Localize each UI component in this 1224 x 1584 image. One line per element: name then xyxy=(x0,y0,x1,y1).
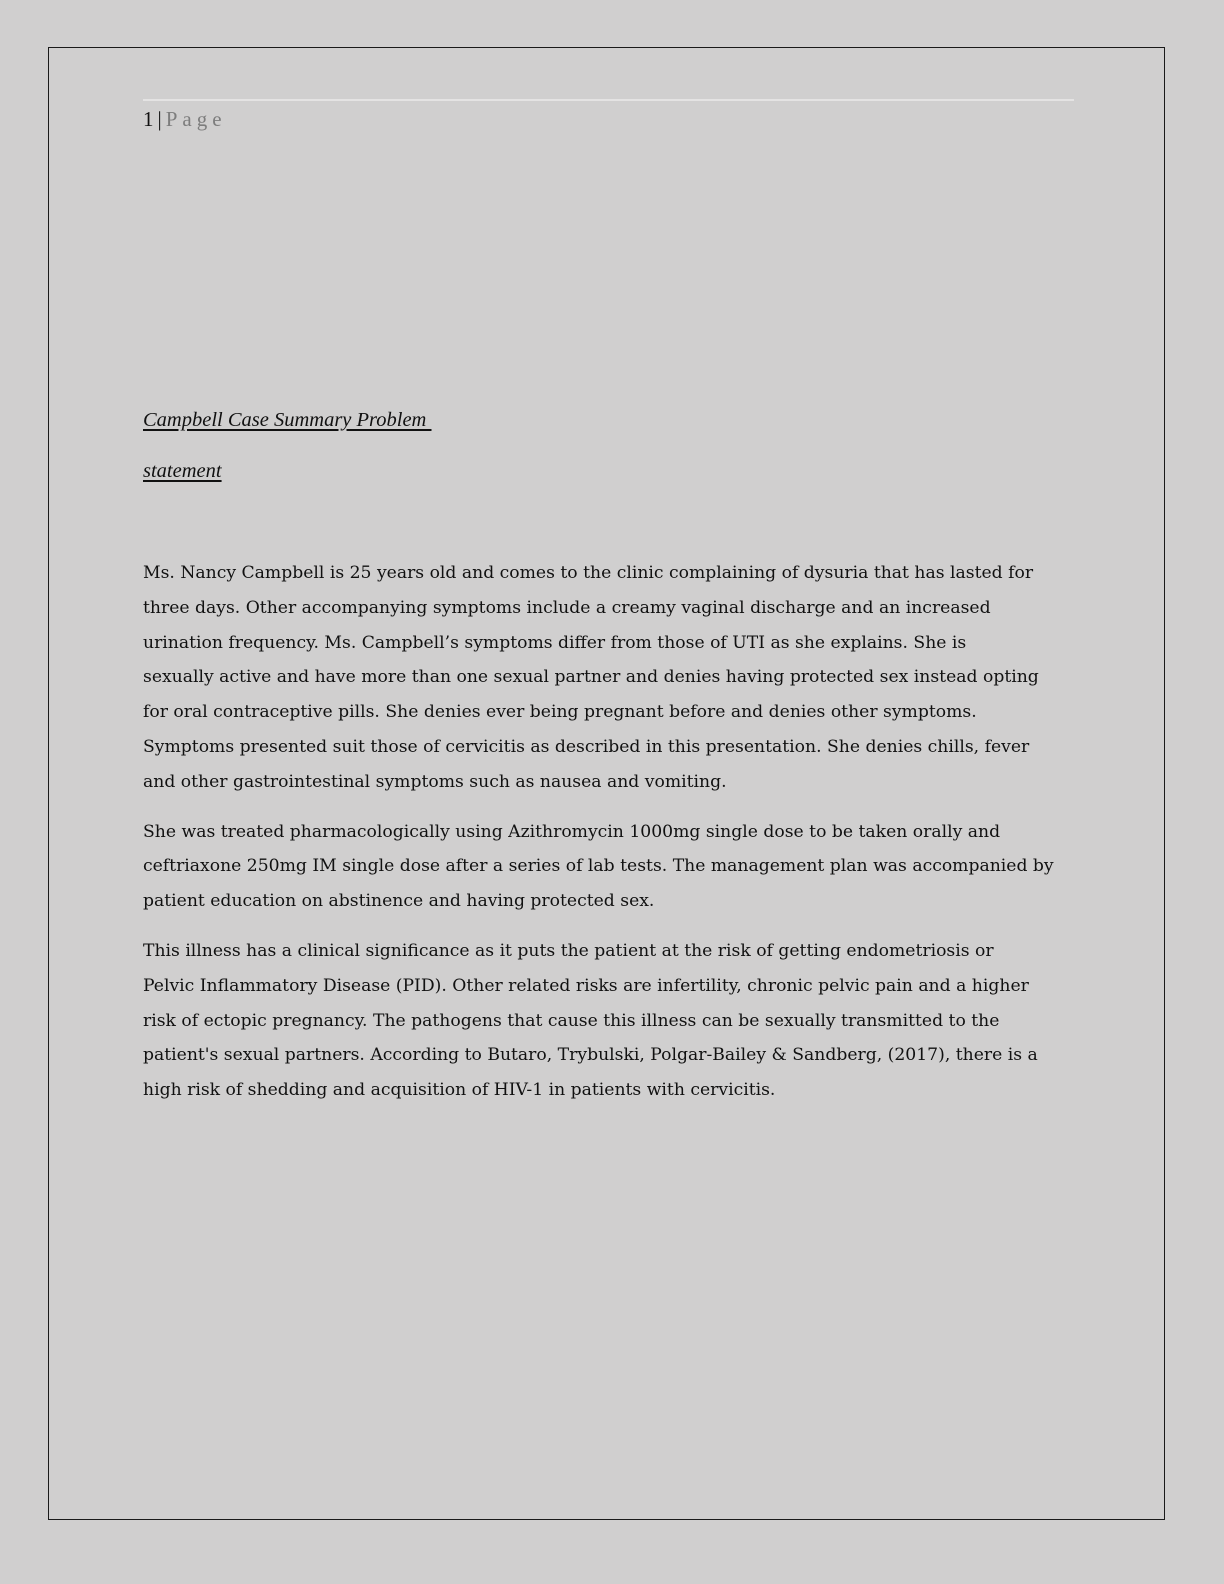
text-line: risk of ectopic pregnancy. The pathogens that cause this illness can be sexually transmitted to the xyxy=(143,1010,1000,1031)
paragraph-case-presentation xyxy=(143,556,1073,800)
text-line: Pelvic Inflammatory Disease (PID). Other related risks are infertility, chronic pelvic pain and a higher xyxy=(143,975,1029,996)
text-line: high risk of shedding and acquisition of HIV-1 in patients with cervicitis. xyxy=(143,1080,776,1101)
text-line: Symptoms presented suit those of cervicitis as described in this presentation. She denies chills, fever xyxy=(143,736,1030,757)
text-line: Ms. Nancy Campbell is 25 years old and comes to the clinic complaining of dysuria that has lasted for xyxy=(143,563,1034,583)
paragraph-treatment xyxy=(143,815,1073,919)
text-line: sexually active and have more than one sexual partner and denies having protected sex instead opting xyxy=(143,667,1039,688)
text-line: urination frequency. Ms. Campbell’s symptoms differ from those of UTI as she explains. She is xyxy=(143,632,967,653)
text-line: She was treated pharmacologically using Azithromycin 1000mg single dose to be taken orally and xyxy=(143,821,1001,842)
document-title-line-2: statement xyxy=(143,460,222,482)
document-title-line-1: Campbell Case Summary Problem xyxy=(143,409,432,431)
text-line: This illness has a clinical significance as it puts the patient at the risk of getting endometriosis or xyxy=(143,940,994,961)
page-number: 1 xyxy=(143,107,154,131)
page-number-header xyxy=(143,105,227,133)
text-line: three days. Other accompanying symptoms include a creamy vaginal discharge and an increased xyxy=(143,597,991,618)
text-line: patient education on abstinence and having protected sex. xyxy=(143,891,655,912)
text-line: and other gastrointestinal symptoms such as nausea and vomiting. xyxy=(143,771,727,792)
text-line: ceftriaxone 250mg IM single dose after a series of lab tests. The management plan was accompanied by xyxy=(143,856,1054,877)
page-label: Page xyxy=(165,107,227,131)
document-body xyxy=(143,556,1073,1123)
header-rule xyxy=(143,99,1074,101)
paragraph-clinical-significance xyxy=(143,934,1073,1108)
text-line: for oral contraceptive pills. She denies ever being pregnant before and denies other symptoms. xyxy=(143,702,977,723)
text-line: patient's sexual partners. According to Butaro, Trybulski, Polgar-Bailey & Sandberg, (2017), there is a xyxy=(143,1045,1038,1066)
page-number-separator: | xyxy=(157,107,162,131)
